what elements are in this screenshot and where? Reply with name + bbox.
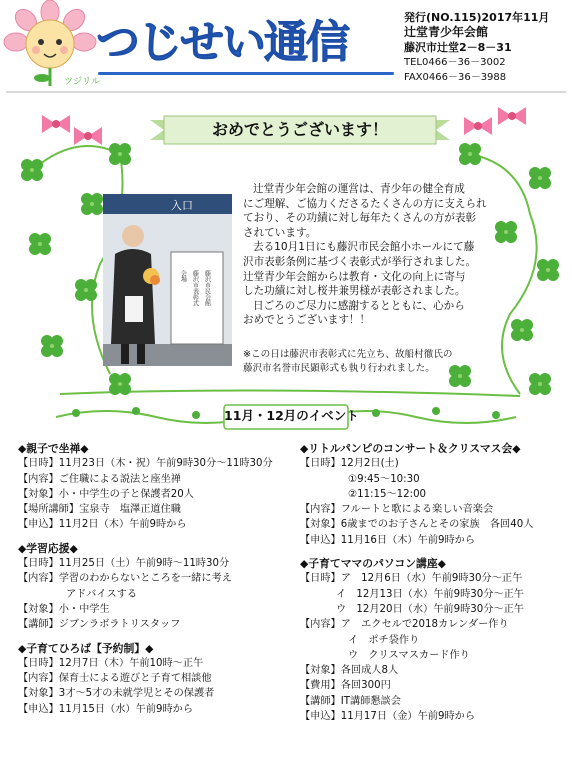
masthead-underline — [98, 72, 394, 75]
event-line: 【申込】11月15日（水）午前9時から — [18, 703, 194, 715]
event-pc-course — [300, 556, 568, 724]
masthead — [96, 8, 396, 78]
award-photo — [103, 194, 232, 366]
event-line: 【日時】12月7日（木）午前10時～正午 — [18, 657, 204, 669]
masthead-title: つじせい通信 — [96, 17, 348, 68]
article-line: ており、その功績に対し毎年たくさんの方が表彰 — [243, 212, 477, 225]
event-title: ◆子育てひろば【予約制】◆ — [18, 641, 154, 655]
article-line: されています。 — [243, 226, 317, 239]
event-line: 【対象】小・中学生 — [18, 603, 110, 615]
feature-section — [0, 94, 572, 404]
event-line: 【場所講師】宝泉寺 塩澤正道住職 — [18, 504, 181, 516]
event-line: ウ 12月20日（水）午前9時30分～正午 — [336, 603, 524, 615]
event-line: 【内容】フルートと歌による楽しい音楽会 — [300, 504, 494, 516]
mascot-illustration — [4, 2, 101, 90]
tel-number: TEL0466－36－3002 — [404, 57, 506, 68]
address: 藤沢市辻堂2－8－31 — [404, 41, 512, 54]
event-concert — [300, 441, 568, 548]
article-line: おめでとうございます！！ — [243, 314, 371, 327]
event-line: 【日時】11月23日（木・祝）午前9時30分～11時30分 — [18, 458, 273, 470]
event-line: 【対象】各回成人8人 — [300, 665, 399, 677]
event-line: 【日時】ア 12月6日（水）午前9時30分～正午 — [300, 573, 523, 585]
publisher-info — [404, 10, 570, 85]
event-line: ②11:15～12:00 — [348, 488, 427, 500]
article-line: にご理解、ご協力くださるたくさんの方に支えられ — [243, 197, 487, 210]
event-line: 【内容】保育士による遊びと子育て相談他 — [18, 673, 212, 685]
article-line: 辻堂青少年会館からは教育・文化の向上に寄与 — [243, 270, 466, 283]
event-title: ◆リトルパンピのコンサート＆クリスマス会◆ — [300, 442, 521, 455]
event-line: イ 12月13日（水）午前9時30分～正午 — [336, 588, 524, 600]
article-line: 辻堂青少年会館の運営は、青少年の健全育成 — [253, 183, 465, 195]
event-line: 【講師】ジブンラボラトリスタッフ — [18, 619, 181, 631]
event-line: 【講師】IT講師懇談会 — [300, 695, 401, 707]
event-title: ◆親子で坐禅◆ — [18, 442, 89, 455]
event-line: 【対象】3才～5才の未就学児とその保護者 — [18, 688, 215, 700]
event-line: 【日時】12月2日(土) — [300, 458, 399, 470]
event-line: ウ クリスマスカード作り — [348, 649, 470, 661]
event-title: ◆学習応援◆ — [18, 541, 78, 555]
feature-note — [243, 348, 515, 375]
event-line: ①9:45～10:30 — [348, 473, 420, 485]
event-line: 【申込】11月17日（金）午前9時から — [300, 711, 476, 723]
events-title: 11月・12月のイベント — [224, 408, 359, 423]
org-name: 辻堂青少年会館 — [404, 25, 489, 39]
event-line: 【対象】小・中学生の子と保護者20人 — [18, 488, 194, 500]
issue-line: 発行(NO.115)2017年11月 — [404, 11, 550, 24]
header-divider — [6, 91, 566, 93]
event-line: 【内容】ご住職による説法と座坐禅 — [18, 473, 181, 485]
event-study-support — [18, 541, 293, 633]
event-line: アドバイスする — [66, 588, 138, 600]
event-line: 【申込】11月2日（木）午前9時から — [18, 519, 187, 531]
note-line: 藤沢市名誉市民顕彰式も執り行われました。 — [243, 362, 435, 374]
event-line: イ ポチ袋作り — [348, 634, 420, 646]
congrats-banner-text: おめでとうございます！ — [211, 120, 388, 139]
event-parenting-plaza — [18, 641, 293, 717]
feature-article — [243, 182, 515, 328]
article-line: 去る10月1日にも藤沢市民会館小ホールにて藤 — [253, 241, 475, 254]
event-line: 【対象】6歳までのお子さんとその家族 各回40人 — [300, 519, 534, 531]
sign-line-1: 藤沢市民会館 — [203, 270, 211, 306]
article-line: 沢市表彰条例に基づく表彰式が挙行されました。 — [243, 255, 477, 268]
events-left-column — [18, 441, 293, 725]
article-line: 日ごろのご尽力に感謝するとともに、心から — [253, 299, 465, 312]
article-line: した功績に対し桜井兼男様が表彰されました。 — [243, 285, 466, 298]
event-line: 【内容】学習のわからないところを一緒に考え — [18, 573, 232, 585]
newsletter-header — [0, 0, 572, 92]
sign-line-2: 藤沢市表彰式 — [191, 270, 199, 306]
event-zazen — [18, 441, 293, 533]
events-right-column — [300, 441, 568, 732]
note-line: ※この日は藤沢市表彰式に先立ち、故船村徹氏の — [243, 349, 453, 360]
event-line: 【内容】ア エクセルで2018カレンダー作り — [300, 619, 509, 631]
event-line: 【費用】各回300円 — [300, 680, 391, 692]
fax-number: FAX0466－36－3988 — [404, 72, 507, 83]
event-title: ◆子育てママのパソコン講座◆ — [300, 557, 446, 571]
entrance-sign: 入口 — [171, 199, 193, 212]
mascot-label: ツジリル — [64, 77, 101, 87]
sign-line-3: 会場 — [179, 270, 187, 282]
event-line: 【申込】11月16日（木）午前9時から — [300, 534, 476, 546]
event-line: 【日時】11月25日（土）午前9時～11時30分 — [18, 558, 230, 570]
